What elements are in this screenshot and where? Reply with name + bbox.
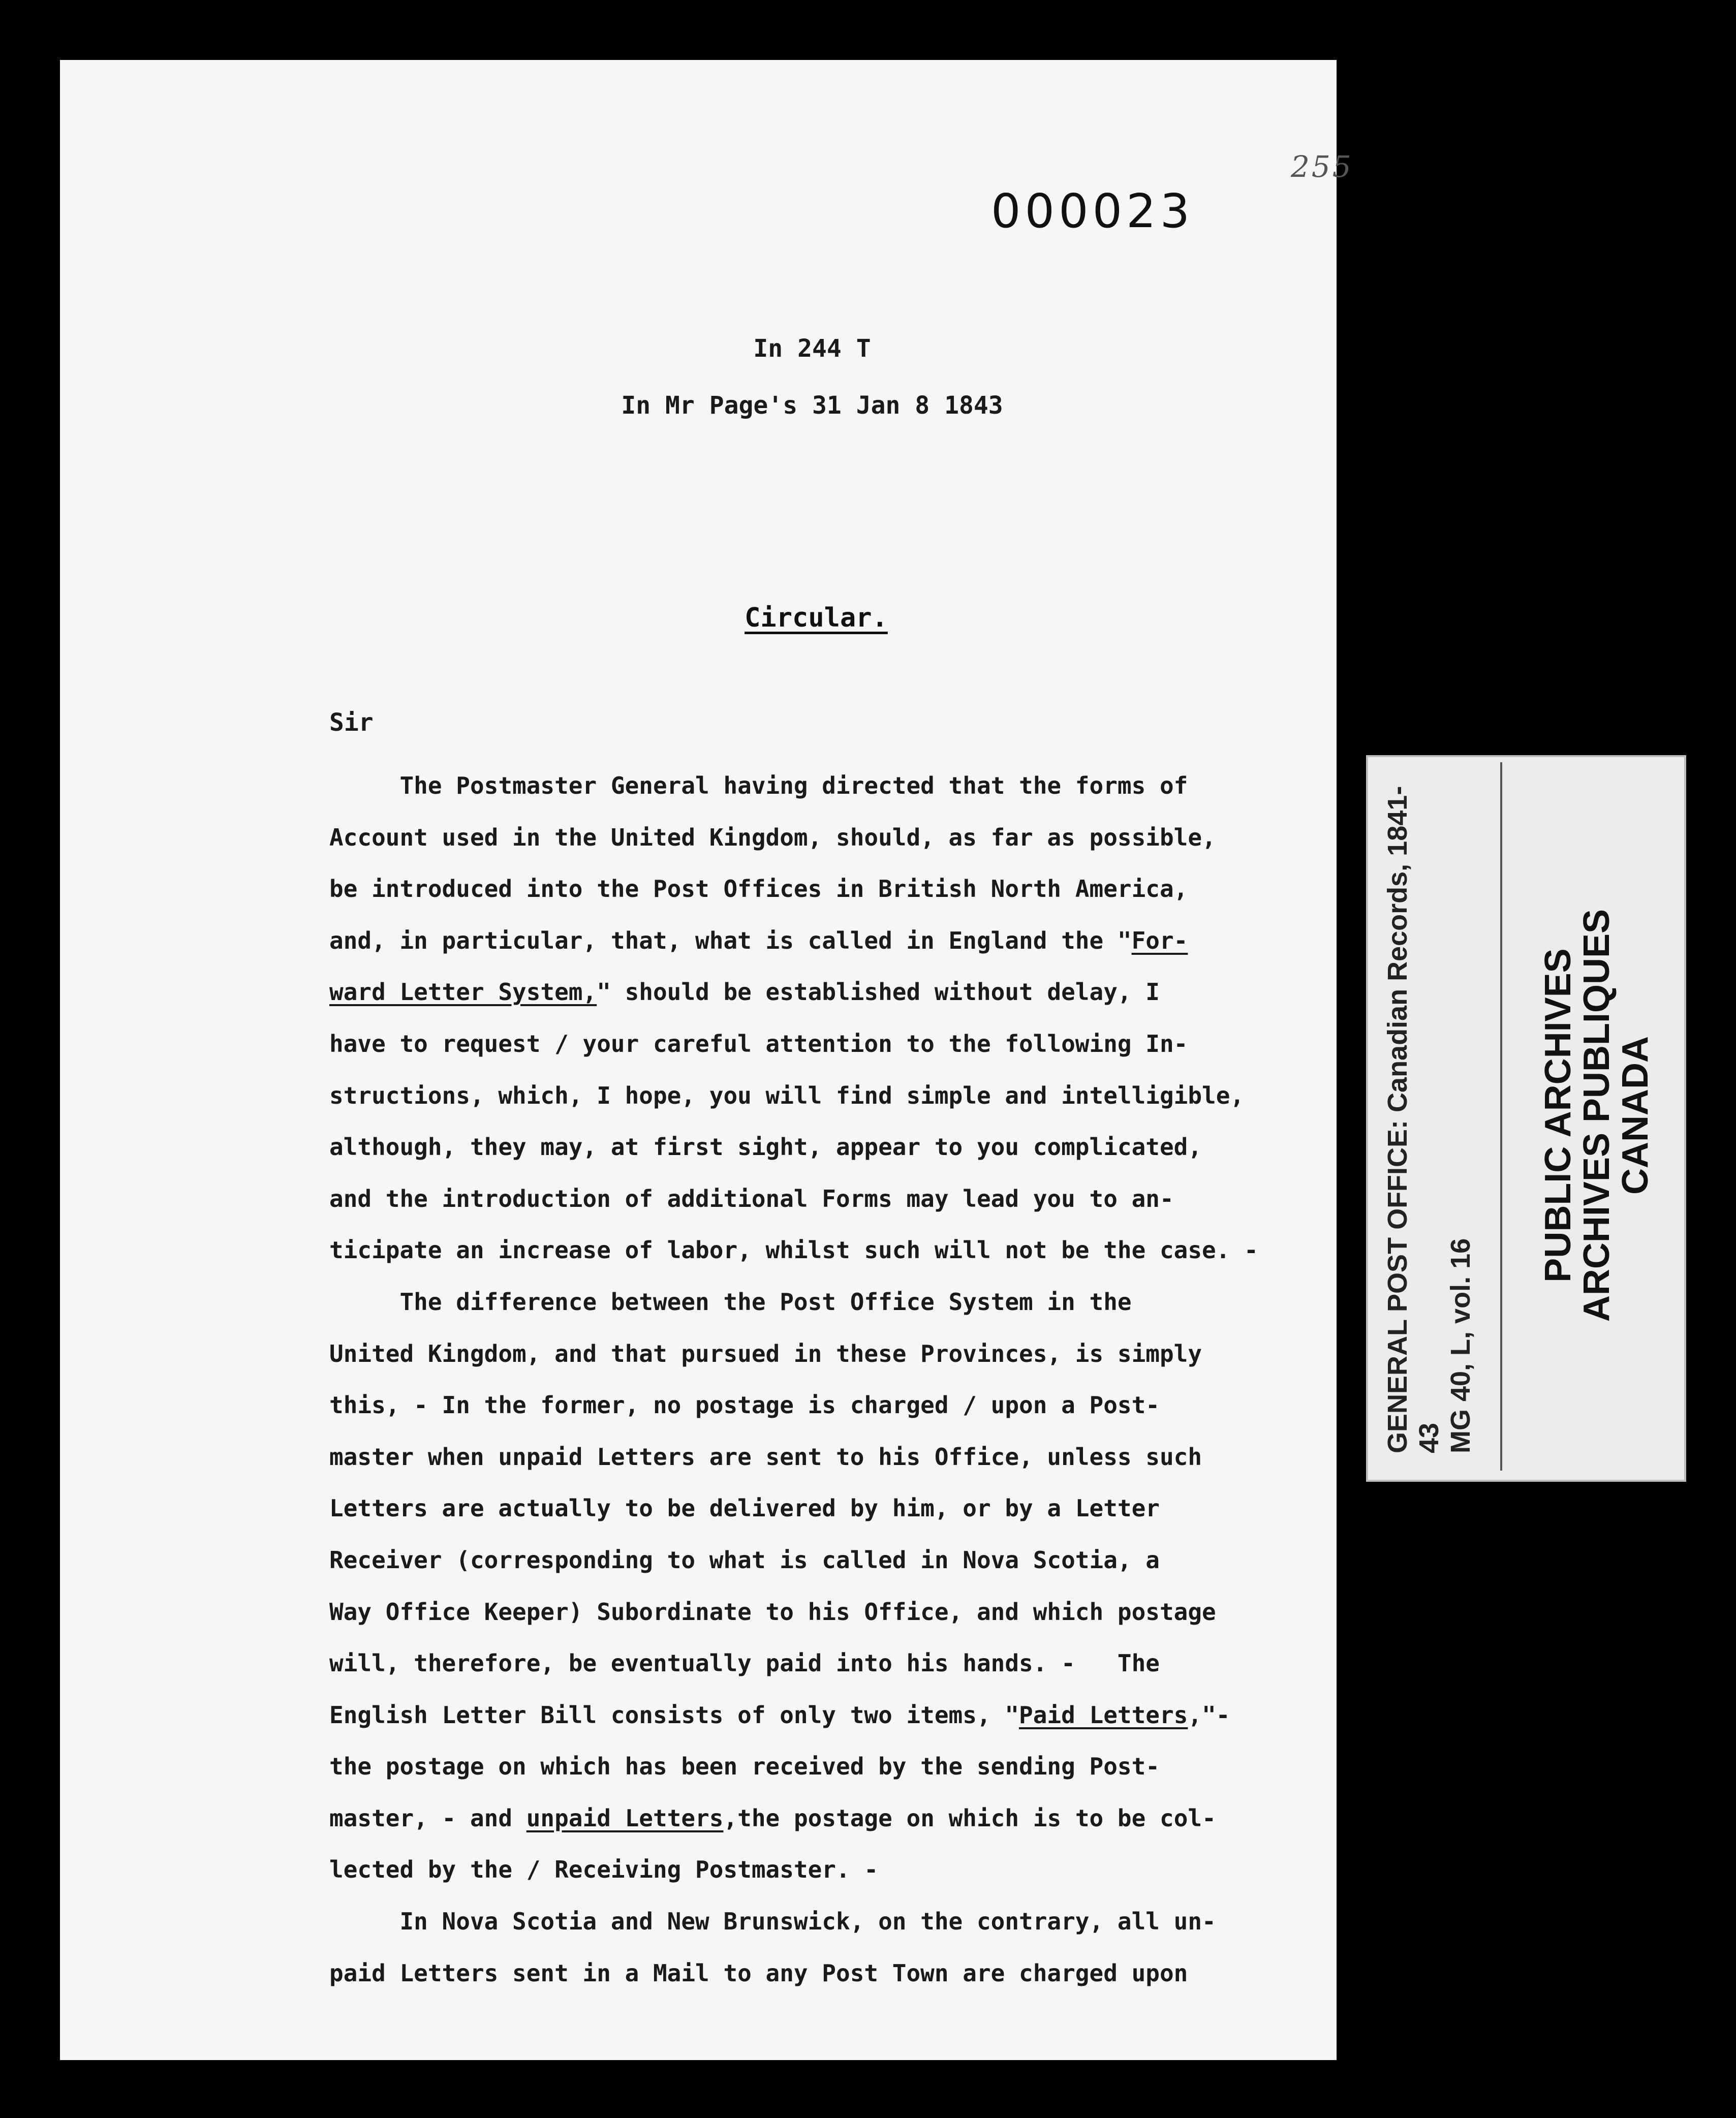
body-text-segment: this, - In the former, no postage is charged / upon a Post- xyxy=(329,1391,1160,1419)
body-line xyxy=(329,1173,1397,1225)
body-line xyxy=(329,1483,1397,1535)
body-line xyxy=(329,1380,1397,1431)
body-line xyxy=(329,915,1397,967)
body-line xyxy=(329,760,1397,812)
body-text-segment: although, they may, at first sight, appear to you complicated, xyxy=(329,1133,1202,1161)
body-text-segment: ,the postage on which is to be col- xyxy=(723,1804,1216,1832)
body-line xyxy=(329,1586,1397,1638)
body-text xyxy=(329,760,1397,1999)
archive-label-card xyxy=(1366,755,1686,1482)
body-text-segment: master, - and xyxy=(329,1804,526,1832)
body-text-segment: structions, which, I hope, you will find simple and intelligible, xyxy=(329,1081,1245,1109)
body-text-segment: lected by the / Receiving Postmaster. - xyxy=(329,1856,879,1884)
body-text-segment: The Postmaster General having directed that the forms of xyxy=(329,772,1188,799)
body-line xyxy=(329,863,1397,915)
body-line xyxy=(329,967,1397,1018)
body-line xyxy=(329,812,1397,864)
header-line-reference: In 244 T xyxy=(753,334,871,363)
body-line xyxy=(329,1535,1397,1586)
archive-label-institution xyxy=(1515,767,1678,1463)
body-text-segment: master when unpaid Letters are sent to his Office, unless such xyxy=(329,1443,1202,1471)
archive-label-institution-line: PUBLIC ARCHIVES xyxy=(1538,948,1578,1283)
body-text-segment: ticipate an increase of labor, whilst such will not be the case. - xyxy=(329,1236,1258,1264)
body-text-segment: Receiver (corresponding to what is called in Nova Scotia, a xyxy=(329,1546,1160,1574)
document-title: Circular. xyxy=(745,603,888,633)
body-text-segment: " should be established without delay, I xyxy=(597,978,1160,1006)
body-line xyxy=(329,1741,1397,1793)
body-text-segment: In Nova Scotia and New Brunswick, on the contrary, all un- xyxy=(329,1908,1216,1936)
body-line xyxy=(329,1948,1397,2000)
header-line-date: In Mr Page's 31 Jan 8 1843 xyxy=(621,391,1003,420)
body-text-segment: the postage on which has been received by the sending Post- xyxy=(329,1753,1160,1781)
body-line xyxy=(329,1431,1397,1483)
archive-label-divider xyxy=(1500,762,1502,1471)
body-line xyxy=(329,1638,1397,1690)
archive-label-institution-line: CANADA xyxy=(1615,1036,1656,1195)
body-text-segment: Way Office Keeper) Subordinate to his Office, and which postage xyxy=(329,1598,1216,1626)
stamp-number: 000023 xyxy=(991,184,1194,238)
underlined-text: ward Letter System, xyxy=(329,978,597,1006)
salutation: Sir xyxy=(329,708,374,737)
archive-label-record-line: GENERAL POST OFFICE: Canadian Records, 1841-43 xyxy=(1382,786,1444,1453)
body-text-segment: will, therefore, be eventually paid into his hands. - The xyxy=(329,1649,1160,1677)
document-page xyxy=(60,60,1353,2060)
body-text-segment: ,"- xyxy=(1188,1701,1230,1729)
body-line xyxy=(329,1690,1397,1741)
body-text-segment: Letters are actually to be delivered by him, or by a Letter xyxy=(329,1494,1160,1522)
archive-label-record-info xyxy=(1373,767,1485,1463)
body-text-segment: have to request / your careful attention to the following In- xyxy=(329,1030,1188,1057)
underlined-text: Paid Letters xyxy=(1019,1701,1188,1729)
body-line xyxy=(329,1896,1397,1948)
body-line xyxy=(329,1018,1397,1070)
body-text-segment: United Kingdom, and that pursued in these Provinces, is simply xyxy=(329,1340,1202,1367)
underlined-text: For- xyxy=(1131,926,1188,954)
body-text-segment: English Letter Bill consists of only two items, " xyxy=(329,1701,1019,1729)
body-text-segment: The difference between the Post Office System in the xyxy=(329,1288,1132,1316)
body-line xyxy=(329,1225,1397,1276)
body-line xyxy=(329,1793,1397,1845)
archive-label-institution-line: ARCHIVES PUBLIQUES xyxy=(1576,909,1617,1322)
archive-label-record-line: MG 40, L, vol. 16 xyxy=(1445,1238,1476,1453)
body-text-segment: Account used in the United Kingdom, should, as far as possible, xyxy=(329,823,1216,851)
body-text-segment: be introduced into the Post Offices in British North America, xyxy=(329,875,1188,903)
body-line xyxy=(329,1328,1397,1380)
page-number: 255 xyxy=(1291,149,1353,184)
underlined-text: unpaid Letters xyxy=(526,1804,724,1832)
body-text-segment: paid Letters sent in a Mail to any Post Town are charged upon xyxy=(329,1959,1188,1987)
body-text-segment: and, in particular, that, what is called in England the " xyxy=(329,926,1132,954)
body-line xyxy=(329,1844,1397,1896)
body-text-segment: and the introduction of additional Forms may lead you to an- xyxy=(329,1185,1174,1212)
body-line xyxy=(329,1122,1397,1173)
body-line xyxy=(329,1276,1397,1328)
body-line xyxy=(329,1070,1397,1122)
